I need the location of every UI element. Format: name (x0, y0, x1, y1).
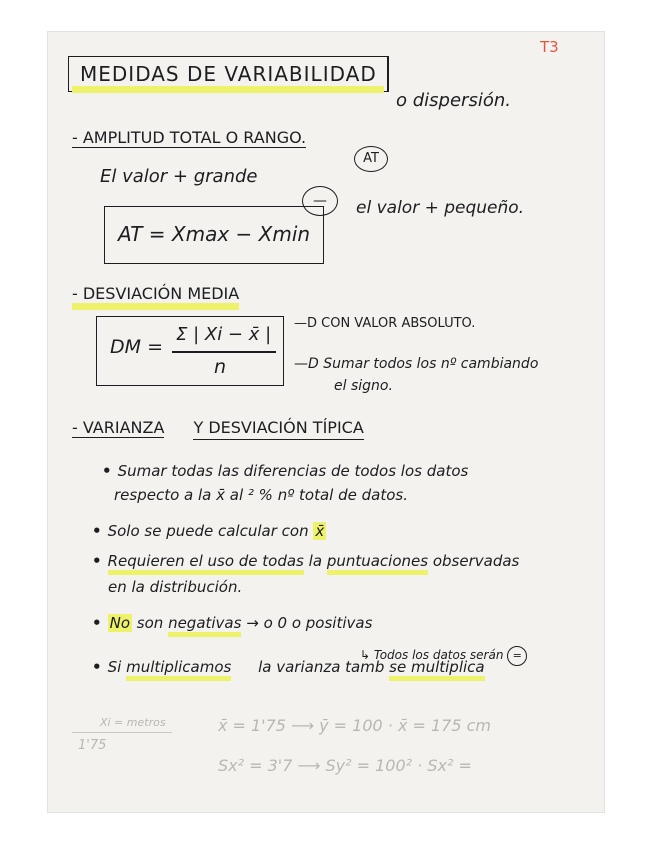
bullet-1-line2: respecto a la x̄ al ² % nº total de datos. (114, 486, 408, 504)
bullet-5-hl2: se multiplica (389, 658, 484, 681)
bullet-3-hl1: Requieren el uso de todas (108, 552, 304, 575)
varianza-heading-1: - VARIANZA (72, 418, 165, 437)
dm-note2: —D Sumar todos los nº cambiando (294, 356, 539, 372)
bullet-5-hl1: multiplicamos (126, 658, 231, 681)
bullet-4-end: → o 0 o positivas (246, 614, 373, 632)
dm-note1: —D CON VALOR ABSOLUTO. (294, 316, 476, 331)
bullet-2 (92, 522, 326, 540)
bullet-3 (92, 552, 519, 570)
bullet-3-end: observadas (432, 552, 520, 570)
bullet-2-text: Solo se puede calcular con (107, 522, 309, 540)
amplitud-symbol-circle: AT (354, 146, 388, 172)
dm-numerator: Σ | Xi − x̄ | (176, 324, 272, 345)
dm-fraction-bar (172, 351, 276, 353)
bullet-dot: • (102, 462, 112, 480)
varianza-heading-2: Y DESVIACIÓN TÍPICA (193, 418, 363, 440)
desviacion-heading (72, 284, 239, 303)
bullet-2-highlight: x̄ (315, 522, 325, 540)
amplitud-heading (72, 128, 306, 147)
bullet-3-line2: en la distribución. (108, 578, 243, 596)
faint-fraction-num: Xi = metros (100, 716, 166, 729)
varianza-heading (72, 418, 364, 437)
dm-denominator: n (214, 356, 227, 378)
bullet-dot: • (92, 658, 102, 676)
title-highlight (72, 86, 384, 93)
title-subtitle: o dispersión. (396, 90, 511, 111)
amplitud-line2: el valor + pequeño. (356, 198, 525, 218)
amplitud-symbol (354, 146, 388, 172)
desviacion-heading-text: - DESVIACIÓN MEDIA (72, 284, 239, 310)
dm-note3: el signo. (334, 378, 393, 394)
minus-circle: — (302, 186, 338, 216)
bullet-dot: • (92, 522, 102, 540)
bullet-3-mid: la (308, 552, 323, 570)
bullet-5 (92, 658, 485, 676)
bullet-4-hl2: negativas (168, 614, 241, 637)
bullet-1 (102, 462, 468, 480)
page-tag: T3 (540, 38, 559, 56)
faint-eq1: x̄ = 1'75 ⟶ ȳ = 100 · x̄ = 175 cm (218, 716, 491, 735)
bullet-dot: • (92, 614, 102, 632)
amplitud-formula: AT = Xmax − Xmin (118, 222, 311, 246)
bullet-5-pre: Si (107, 658, 122, 676)
amplitud-heading-text: - AMPLITUD TOTAL O RANGO. (72, 128, 307, 147)
dm-lhs: DM = (110, 336, 163, 358)
faint-fraction-bar (72, 732, 172, 733)
bullet-4-sub-text: ↳ Todos los datos serán (360, 648, 504, 662)
bullet-4-mid: son (136, 614, 164, 632)
bullet-4-hl1: No (109, 614, 130, 632)
bullet-4 (92, 614, 372, 632)
faint-eq2: Sx² = 3'7 ⟶ Sy² = 100² · Sx² = (218, 756, 472, 775)
bullet-3-hl2: puntuaciones (327, 552, 428, 575)
amplitud-line1: El valor + grande (100, 166, 258, 187)
bullet-5-mid: la varianza tamb (258, 658, 385, 676)
faint-fraction-den: 1'75 (78, 738, 107, 753)
page-title: MEDIDAS DE VARIABILIDAD (80, 62, 377, 86)
bullet-dot: • (92, 552, 102, 570)
equal-circle: = (507, 646, 527, 666)
bullet-1-text-line1: Sumar todas las diferencias de todos los datos (117, 462, 469, 480)
